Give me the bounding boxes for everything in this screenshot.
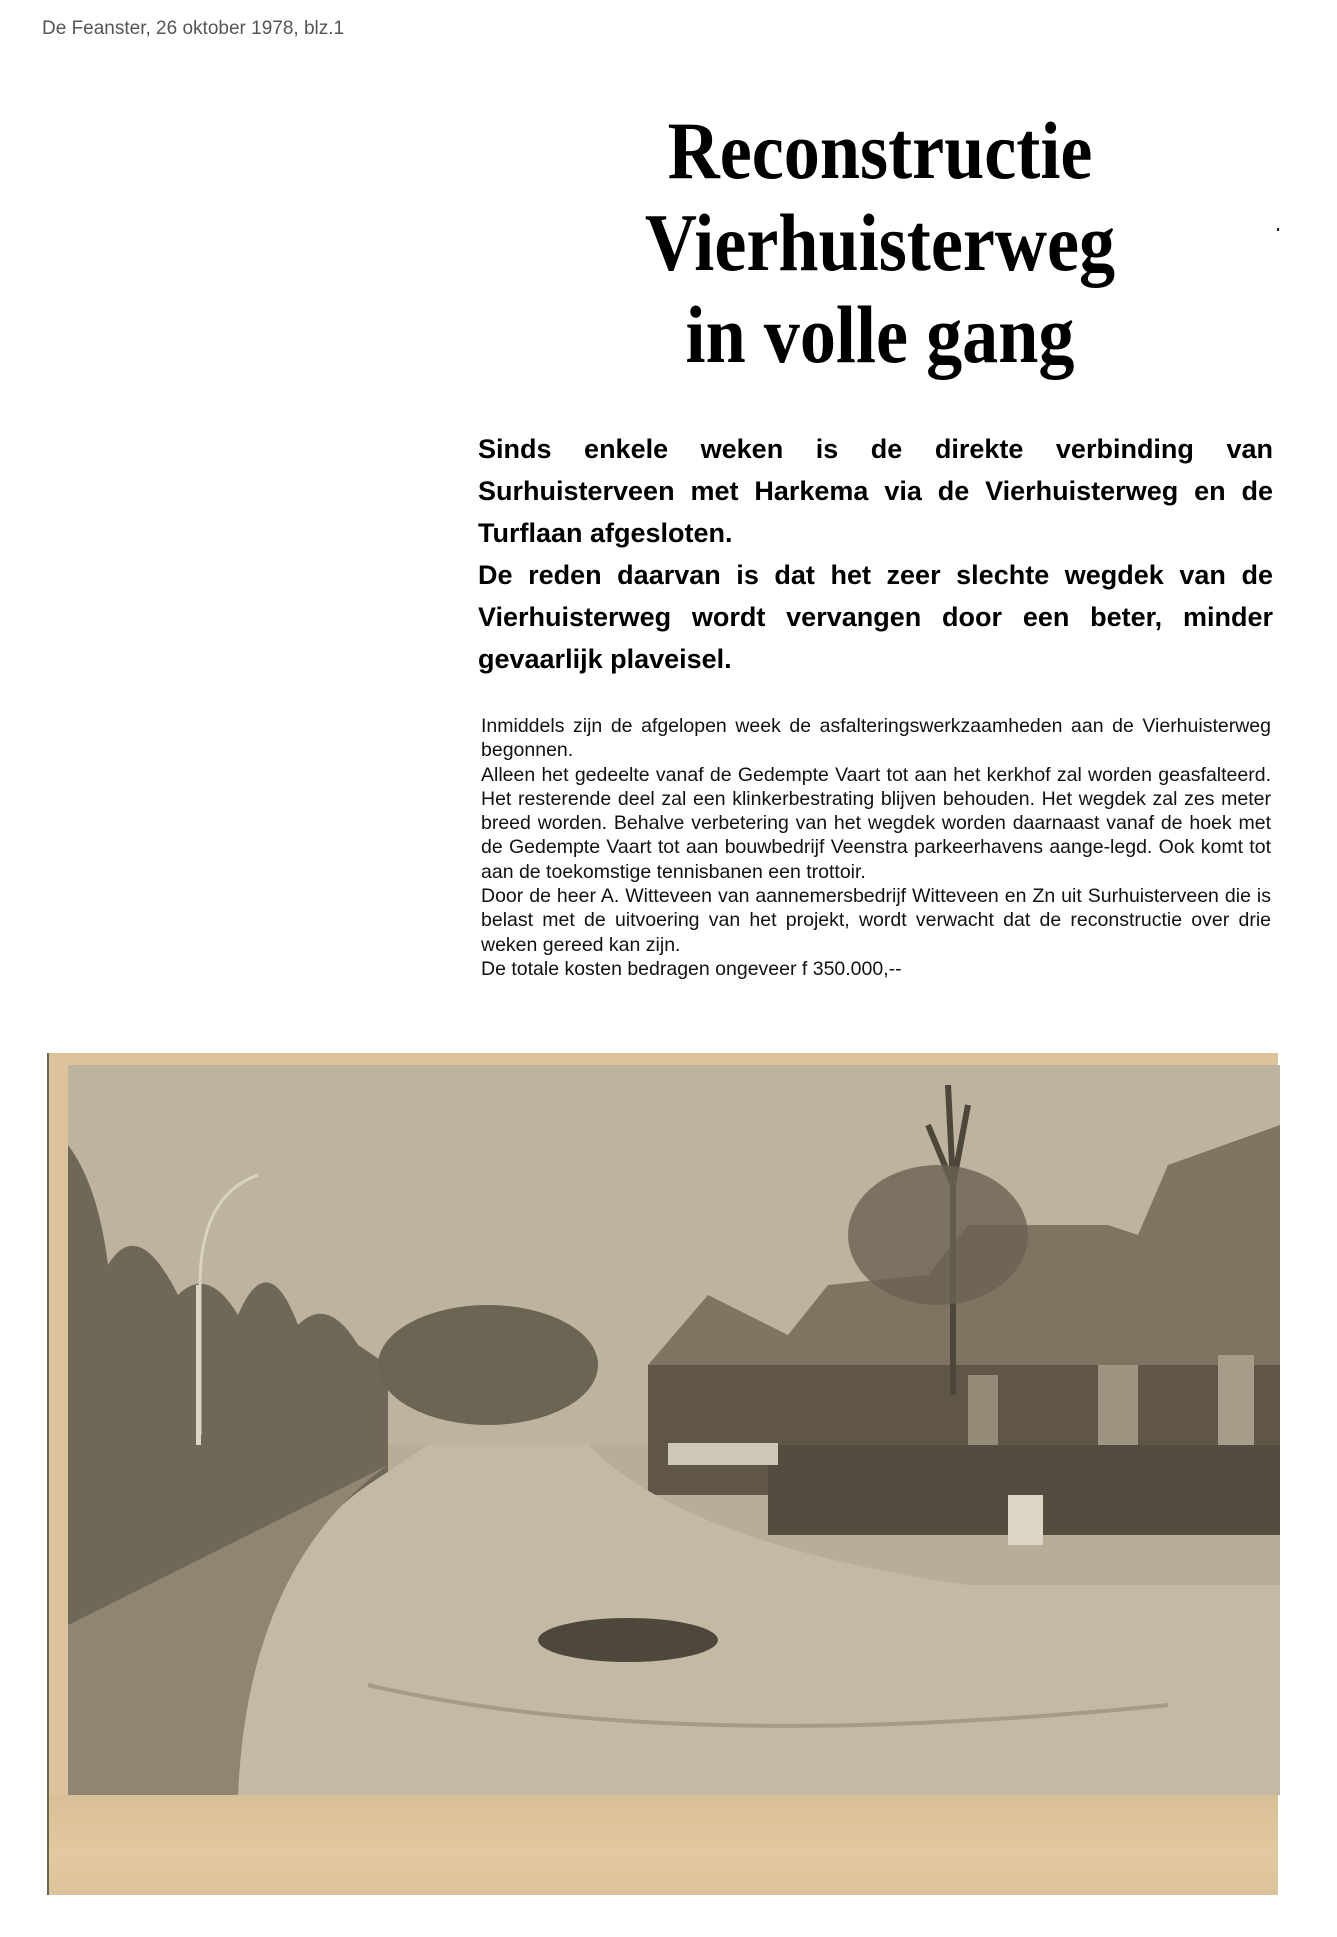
newspaper-photo-clipping (47, 1053, 1278, 1895)
white-fence (668, 1443, 778, 1465)
barrier-sign (1008, 1495, 1043, 1545)
lead-paragraph: De reden daarvan is dat het zeer slechte wegdek van de Vierhuisterweg wordt vervangen door een beter, minder gevaarlijk plaveisel. (478, 560, 1273, 674)
body-paragraph: De totale kosten bedragen ongeveer f 350.000,-- (481, 957, 902, 980)
tree-foliage (848, 1165, 1028, 1305)
distant-trees (378, 1305, 598, 1425)
body-paragraph: Inmiddels zijn de afgelopen week de asfalteringswerkzaamheden aan de Vierhuisterweg begonnen. (481, 715, 1271, 762)
body-paragraph: Alleen het gedeelte vanaf de Gedempte Vaart tot aan het kerkhof zal worden geasfalteerd. Het resterende deel zal een klinkerbestrating blijven behouden. Het wegdek zal zes meter breed worden. Behalve verbetering van het wegdek worden daarnaast vanaf de hoek met de Gedempte Vaart tot aan bouwbedrijf Veenstra parkeerhavens aange-legd. Ook komt tot aan de toekomstige tennisbanen een trottoir. (481, 763, 1271, 883)
lead-paragraph: Sinds enkele weken is de direkte verbinding van Surhuisterveen met Harkema via de Vierhuisterweg en de Turflaan afgesloten. (478, 434, 1273, 548)
headline-line-2: Vierhuisterweg (644, 197, 1116, 288)
house-window (968, 1375, 998, 1445)
print-speck (1277, 228, 1279, 231)
street-photo (68, 1065, 1280, 1795)
article-headline (598, 105, 1161, 381)
street-lamp-pole (196, 1285, 201, 1445)
paper-margin (49, 1795, 1278, 1895)
house-window (1098, 1365, 1138, 1455)
article-body (481, 714, 1271, 981)
headline-line-1: Reconstructie (667, 105, 1093, 196)
source-caption: De Feanster, 26 oktober 1978, blz.1 (42, 18, 345, 39)
article-lead (478, 428, 1273, 680)
headline-line-3: in volle gang (685, 289, 1075, 380)
body-paragraph: Door de heer A. Witteveen van aannemersbedrijf Witteveen en Zn uit Surhuisterveen die is belast met de uitvoering van het projekt, wordt verwacht dat de reconstructie over drie weken gereed kan zijn. (481, 885, 1271, 956)
street-photo-illustration (68, 1065, 1280, 1795)
excavation-pit (538, 1618, 718, 1662)
